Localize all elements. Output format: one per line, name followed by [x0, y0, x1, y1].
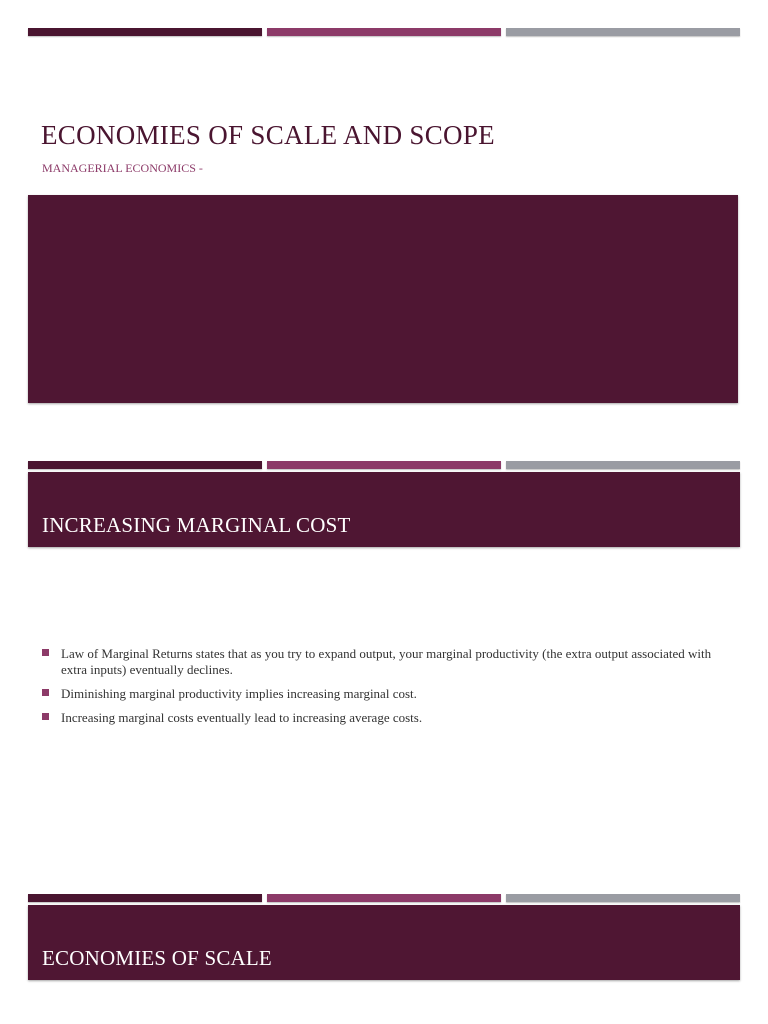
- bullet-text: Diminishing marginal productivity implies increasing marginal cost.: [61, 686, 417, 701]
- accent-bar-mid: [267, 894, 501, 902]
- header-band: [28, 905, 740, 980]
- square-bullet-icon: [42, 649, 49, 656]
- accent-bar-dark: [28, 28, 262, 36]
- accent-bar-gray: [506, 894, 740, 902]
- accent-bar-gray: [506, 28, 740, 36]
- accent-bar-dark: [28, 461, 262, 469]
- slide-title: INCREASING MARGINAL COST: [42, 513, 351, 537]
- square-bullet-icon: [42, 713, 49, 720]
- accent-bar-mid: [267, 461, 501, 469]
- bullet-text: Increasing marginal costs eventually lead to increasing average costs.: [61, 710, 423, 725]
- accent-bars: [28, 28, 740, 36]
- accent-bar-dark: [28, 894, 262, 902]
- accent-bars: [28, 894, 740, 902]
- bullet-text: Law of Marginal Returns states that as you try to expand output, your marginal productivity (the extra output associated with extra inputs) eventually declines.: [61, 646, 712, 677]
- list-item: [42, 710, 722, 726]
- accent-bar-gray: [506, 461, 740, 469]
- header-band: [28, 472, 740, 547]
- list-item: [42, 646, 722, 678]
- accent-bars: [28, 461, 740, 469]
- list-item: [42, 686, 722, 702]
- accent-bar-mid: [267, 28, 501, 36]
- slide-subtitle: MANAGERIAL ECONOMICS -: [42, 161, 203, 175]
- bullet-list: [42, 646, 722, 734]
- square-bullet-icon: [42, 689, 49, 696]
- slide-title: ECONOMIES OF SCALE: [42, 946, 272, 970]
- slide-title: ECONOMIES OF SCALE AND SCOPE: [41, 120, 495, 150]
- title-color-block: [28, 195, 738, 403]
